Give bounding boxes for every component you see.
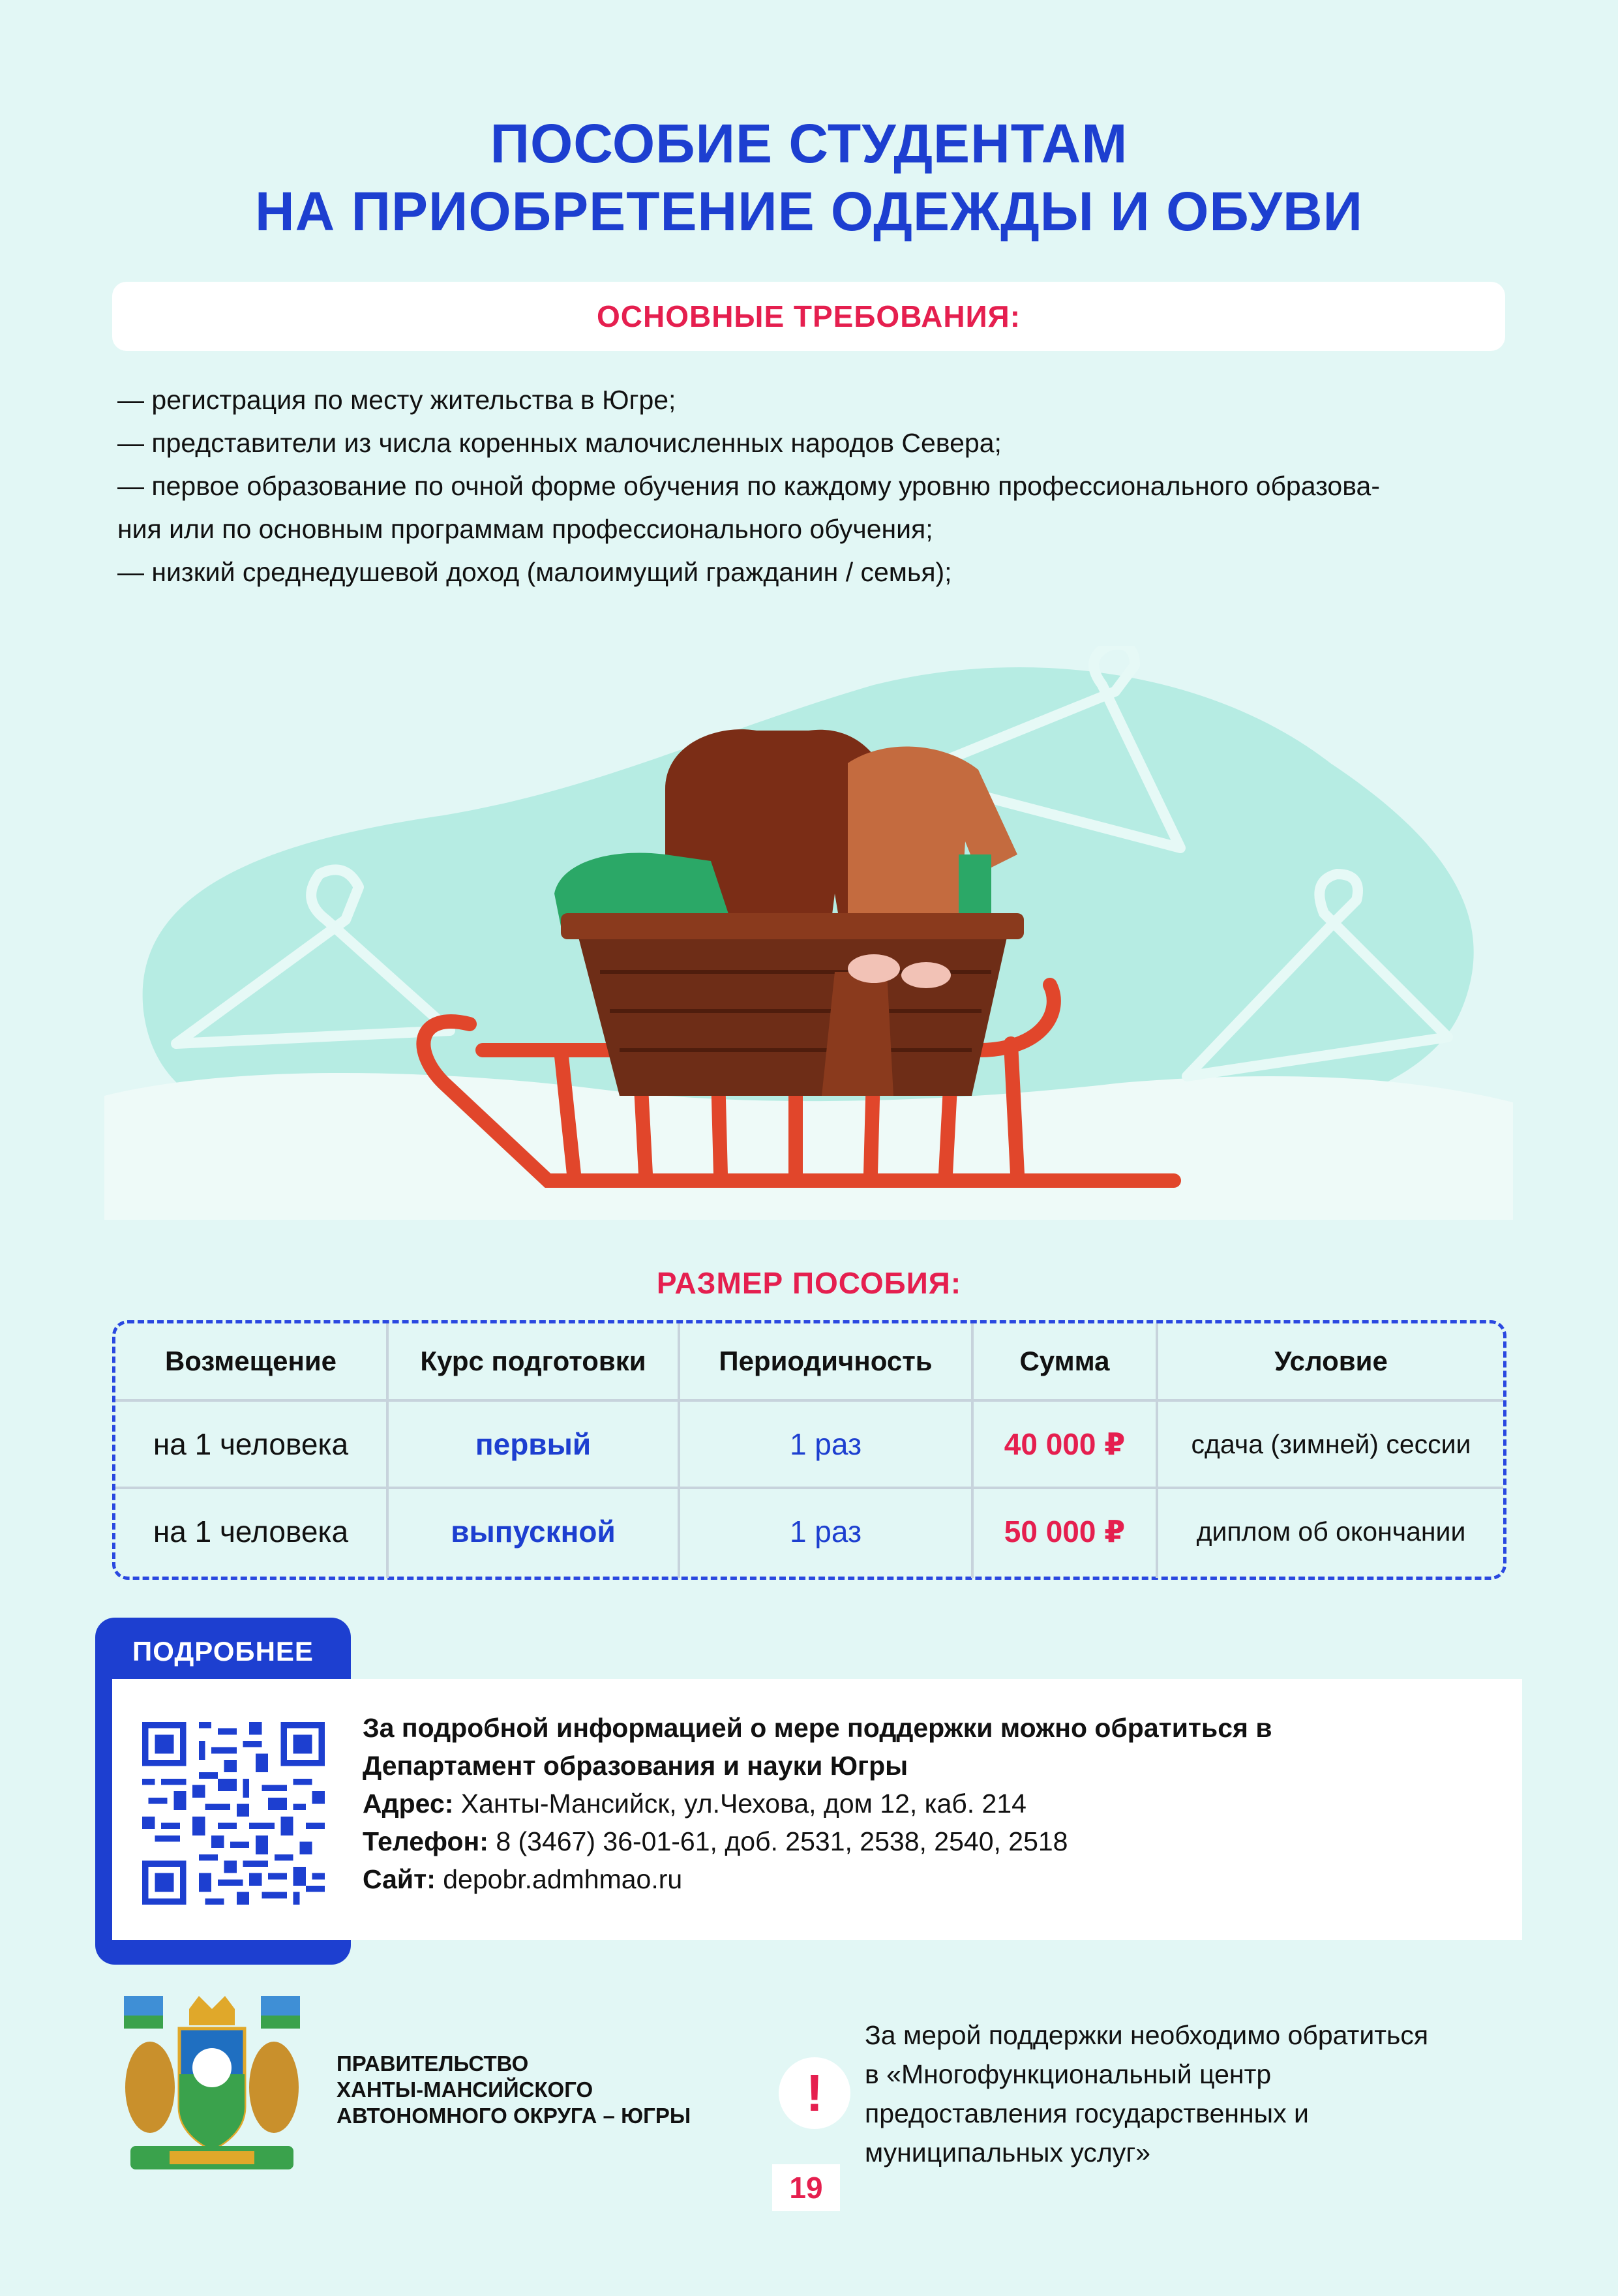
benefit-heading: РАЗМЕР ПОСОБИЯ:	[656, 1266, 962, 1300]
gov-line-2: ХАНТЫ-МАНСИЙСКОГО	[337, 2077, 593, 2102]
requirements-list	[117, 378, 1520, 594]
sled-basket-illustration	[104, 646, 1513, 1220]
column-header: Сумма	[1019, 1346, 1110, 1376]
column-header: Условие	[1274, 1346, 1388, 1376]
contact-address	[363, 1785, 1484, 1822]
page-number: 19	[772, 2164, 840, 2211]
table-cell: выпускной	[451, 1515, 616, 1548]
contact-intro-line-2: Департамент образования и науки Югры	[363, 1751, 908, 1781]
table-cell: диплом об окончании	[1196, 1516, 1466, 1547]
benefit-table	[112, 1320, 1506, 1580]
gov-line-3: АВТОНОМНОГО ОКРУГА – ЮГРЫ	[337, 2104, 691, 2128]
mfc-line-2: в «Многофункциональный центр	[865, 2059, 1272, 2089]
title-line-2: НА ПРИОБРЕТЕНИЕ ОДЕЖДЫ И ОБУВИ	[254, 181, 1363, 242]
exclamation-icon: !	[779, 2057, 850, 2129]
mfc-line-4: муниципальных услуг»	[865, 2137, 1151, 2168]
title-line-1: ПОСОБИЕ СТУДЕНТАМ	[490, 113, 1128, 174]
requirements-heading: ОСНОВНЫЕ ТРЕБОВАНИЯ:	[112, 282, 1505, 351]
site-link[interactable]: depobr.admhmao.ru	[435, 1864, 683, 1894]
page-title	[0, 110, 1618, 245]
phone-label: Телефон:	[363, 1826, 488, 1856]
basket-icon	[574, 920, 1011, 1096]
requirement-item: — первое образование по очной форме обучения по каждому уровню профессионального образова-	[117, 471, 1380, 501]
coat-of-arms-icon	[111, 1996, 313, 2185]
column-header: Возмещение	[164, 1346, 337, 1376]
requirement-item: ния или по основным программам профессионального обучения;	[117, 514, 933, 544]
phone-value[interactable]: 8 (3467) 36-01-61, доб. 2531, 2538, 2540, 2518	[488, 1826, 1068, 1856]
mfc-line-1: За мерой поддержки необходимо обратиться	[865, 2020, 1429, 2050]
table-cell: 1 раз	[789, 1515, 862, 1548]
government-name	[337, 2051, 793, 2129]
requirement-item: — регистрация по месту жительства в Югре;	[117, 385, 676, 415]
table-cell: 1 раз	[789, 1427, 862, 1461]
requirement-item: — представители из числа коренных малочисленных народов Севера;	[117, 428, 1002, 458]
table-cell: на 1 человека	[153, 1427, 349, 1461]
gov-line-1: ПРАВИТЕЛЬСТВО	[337, 2051, 529, 2076]
table-cell: 40 000 ₽	[1004, 1427, 1126, 1461]
address-value: Ханты-Мансийск, ул.Чехова, дом 12, каб. 214	[453, 1789, 1026, 1819]
table-cell: сдача (зимней) сессии	[1191, 1428, 1471, 1459]
table-cell: первый	[475, 1427, 592, 1461]
column-header: Курс подготовки	[420, 1346, 646, 1376]
mfc-notice	[865, 2016, 1517, 2172]
column-header: Периодичность	[719, 1346, 933, 1376]
mfc-line-3: предоставления государственных и	[865, 2098, 1309, 2128]
contact-phone	[363, 1822, 1484, 1860]
requirement-item: — низкий среднедушевой доход (малоимущий гражданин / семья);	[117, 557, 952, 587]
contact-intro-line-1: За подробной информацией о мере поддержки можно обратиться в	[363, 1713, 1272, 1743]
qr-code-icon[interactable]	[142, 1722, 325, 1905]
contact-info	[363, 1709, 1484, 1898]
benefit-table-grid	[115, 1323, 1503, 1577]
site-label: Сайт:	[363, 1864, 436, 1894]
table-cell: 50 000 ₽	[1004, 1515, 1126, 1548]
more-info-label: ПОДРОБНЕЕ	[132, 1636, 314, 1667]
address-label: Адрес:	[363, 1789, 454, 1819]
contact-site	[363, 1860, 1484, 1898]
table-cell: на 1 человека	[153, 1515, 349, 1548]
